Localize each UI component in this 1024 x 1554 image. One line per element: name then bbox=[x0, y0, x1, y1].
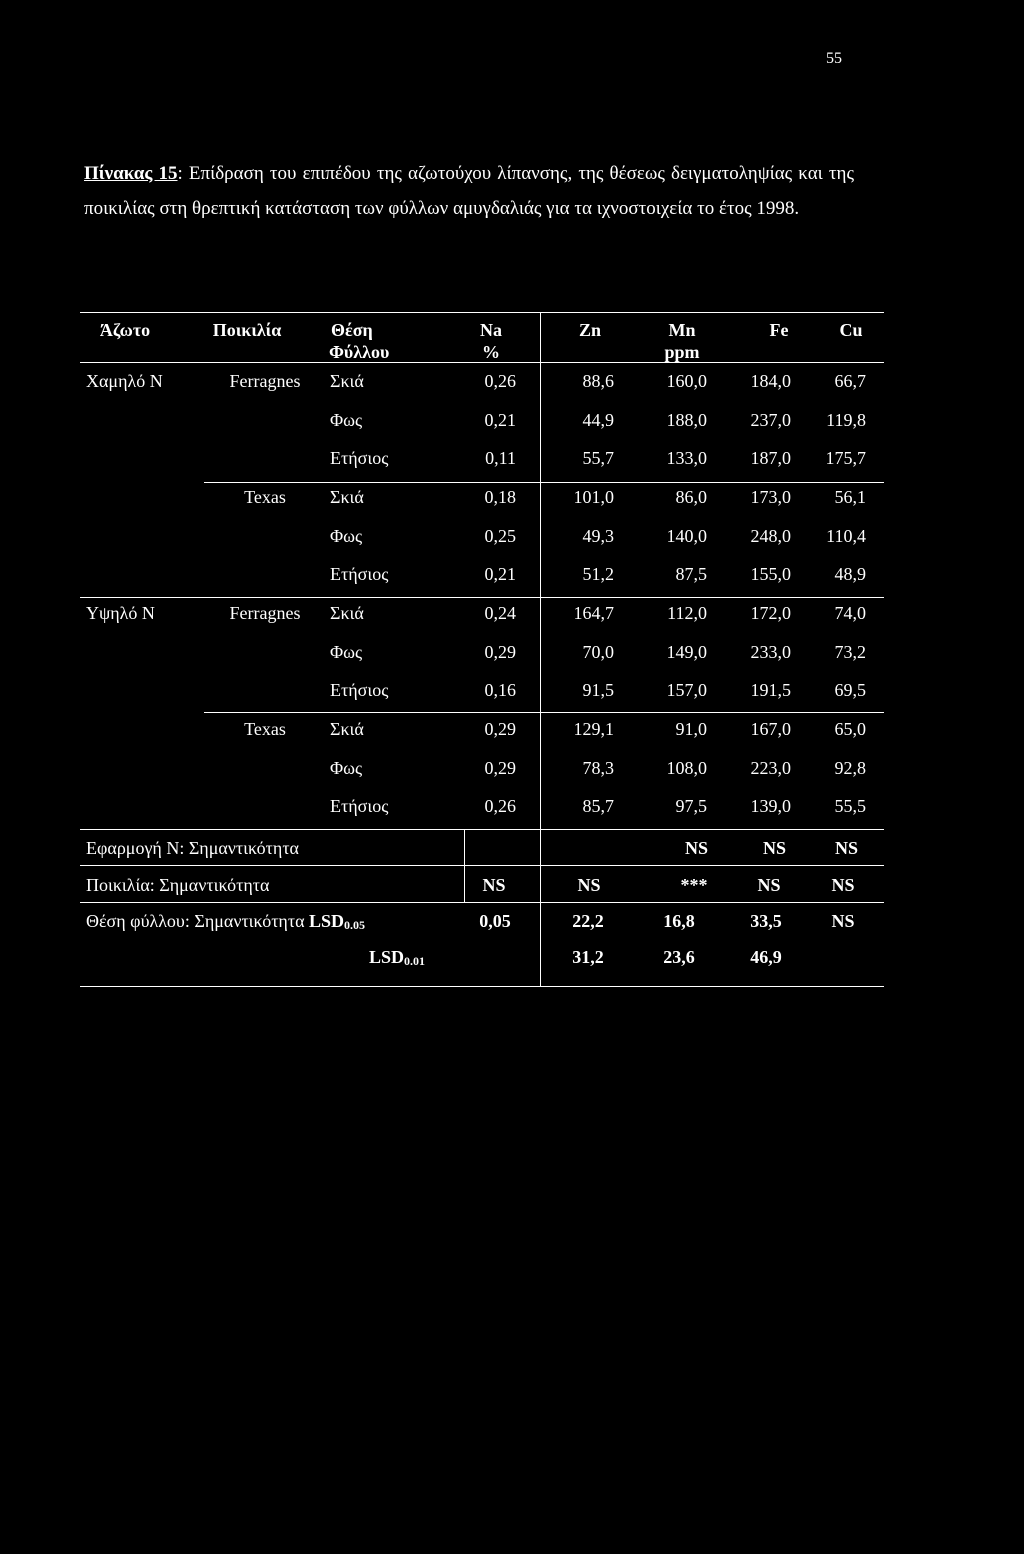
table-cell-mn: 157,0 bbox=[666, 680, 707, 700]
table-cell-zn: 85,7 bbox=[582, 796, 614, 816]
header-nitrogen: Άζωτο bbox=[99, 320, 151, 340]
table-cell-mn: 149,0 bbox=[666, 642, 707, 662]
stat-leaf-position-na: 0,05 bbox=[479, 911, 511, 931]
table-cell-variety: Texas bbox=[244, 719, 286, 739]
page-number: 55 bbox=[826, 50, 842, 67]
stat-n-application-label: Εφαρμογή Ν: Σημαντικότητα bbox=[86, 838, 299, 858]
table-bottom-rule bbox=[80, 986, 884, 987]
table-cell-mn: 108,0 bbox=[666, 758, 707, 778]
table-cell-mn: 87,5 bbox=[675, 564, 707, 584]
table-cell-position: Φως bbox=[330, 526, 363, 546]
table-cell-fe: 155,0 bbox=[750, 564, 791, 584]
table-cell-na: 0,11 bbox=[485, 448, 516, 468]
table-cell-zn: 44,9 bbox=[582, 410, 614, 430]
table-cell-na: 0,16 bbox=[484, 680, 516, 700]
table-cell-mn: 86,0 bbox=[675, 487, 707, 507]
stat-leaf-position-zn: 22,2 bbox=[572, 911, 604, 931]
column-divider-2 bbox=[464, 829, 465, 902]
stats-top-rule bbox=[80, 829, 884, 830]
data-table bbox=[80, 312, 884, 988]
table-cell-position: Ετήσιος bbox=[330, 680, 389, 700]
texas-high-rule bbox=[204, 712, 884, 713]
table-cell-na: 0,29 bbox=[484, 642, 516, 662]
table-cell-variety: Texas bbox=[244, 487, 286, 507]
caption-label: Πίνακας 15 bbox=[84, 163, 178, 184]
table-cell-cu: 66,7 bbox=[834, 371, 866, 391]
header-position-1: Θέση bbox=[331, 320, 373, 340]
table-cell-zn: 129,1 bbox=[573, 719, 614, 739]
caption-text: : Επίδραση του επιπέδου της αζωτούχου λίπανσης, της θέσεως δειγματοληψίας και της ποικιλίας στη θρεπτική κατάσταση των φύλλων αμυγδαλιάς για τα ιχνοστοιχεία το έτος 1998. bbox=[84, 163, 854, 219]
column-divider-1 bbox=[540, 312, 541, 986]
stats-rule-2 bbox=[80, 865, 884, 866]
table-cell-position: Φως bbox=[330, 642, 363, 662]
table-cell-cu: 56,1 bbox=[834, 487, 866, 507]
table-cell-fe: 237,0 bbox=[750, 410, 791, 430]
table-cell-zn: 88,6 bbox=[582, 371, 614, 391]
header-variety: Ποικιλία bbox=[212, 320, 282, 340]
table-cell-cu: 92,8 bbox=[834, 758, 866, 778]
table-cell-mn: 140,0 bbox=[666, 526, 707, 546]
table-cell-na: 0,24 bbox=[484, 603, 516, 623]
stat-variety-mn: *** bbox=[680, 875, 708, 895]
stat-variety-na: NS bbox=[482, 875, 506, 895]
table-cell-fe: 167,0 bbox=[750, 719, 791, 739]
table-cell-position: Σκιά bbox=[330, 487, 364, 507]
stat-leaf-position-label bbox=[86, 910, 365, 936]
stat-variety-label: Ποικιλία: Σημαντικότητα bbox=[86, 875, 270, 895]
table-cell-nitrogen: Χαμηλό Ν bbox=[86, 371, 163, 391]
table-cell-na: 0,25 bbox=[484, 526, 516, 546]
table-cell-cu: 175,7 bbox=[825, 448, 866, 468]
stat-leaf-position-fe: 33,5 bbox=[750, 911, 782, 931]
table-cell-na: 0,21 bbox=[484, 564, 516, 584]
table-cell-cu: 110,4 bbox=[826, 526, 866, 546]
stat-lsd-001-zn: 31,2 bbox=[572, 947, 604, 967]
stat-lsd-001-lsd: LSD bbox=[369, 947, 405, 967]
table-cell-fe: 184,0 bbox=[750, 371, 791, 391]
header-zn: Zn bbox=[578, 320, 602, 340]
table-cell-mn: 133,0 bbox=[666, 448, 707, 468]
table-cell-zn: 49,3 bbox=[582, 526, 614, 546]
table-cell-cu: 55,5 bbox=[834, 796, 866, 816]
table-cell-mn: 112,0 bbox=[667, 603, 707, 623]
table-cell-na: 0,29 bbox=[484, 719, 516, 739]
table-cell-zn: 164,7 bbox=[573, 603, 614, 623]
table-cell-cu: 69,5 bbox=[834, 680, 866, 700]
table-cell-fe: 139,0 bbox=[750, 796, 791, 816]
table-cell-na: 0,18 bbox=[484, 487, 516, 507]
table-cell-position: Φως bbox=[330, 410, 363, 430]
table-cell-position: Ετήσιος bbox=[330, 448, 389, 468]
stat-leaf-position-lsd-sub: 0.05 bbox=[344, 918, 366, 932]
stat-leaf-position-text: Θέση φύλλου: Σημαντικότητα bbox=[86, 911, 305, 931]
table-cell-mn: 97,5 bbox=[675, 796, 707, 816]
stats-rule-3 bbox=[80, 902, 884, 903]
table-cell-fe: 173,0 bbox=[750, 487, 791, 507]
table-cell-position: Φως bbox=[330, 758, 363, 778]
stat-lsd-001-fe: 46,9 bbox=[750, 947, 782, 967]
table-cell-mn: 91,0 bbox=[675, 719, 707, 739]
texas-low-rule bbox=[204, 482, 884, 483]
table-cell-fe: 191,5 bbox=[750, 680, 791, 700]
table-cell-position: Ετήσιος bbox=[330, 796, 389, 816]
table-cell-na: 0,29 bbox=[484, 758, 516, 778]
table-cell-cu: 73,2 bbox=[834, 642, 866, 662]
table-cell-zn: 55,7 bbox=[582, 448, 614, 468]
table-cell-na: 0,26 bbox=[484, 371, 516, 391]
stat-variety-fe: NS bbox=[757, 875, 781, 895]
table-cell-fe: 172,0 bbox=[750, 603, 791, 623]
table-cell-cu: 65,0 bbox=[834, 719, 866, 739]
table-cell-fe: 248,0 bbox=[750, 526, 791, 546]
table-cell-fe: 233,0 bbox=[750, 642, 791, 662]
high-n-rule bbox=[80, 597, 884, 598]
table-cell-nitrogen: Υψηλό Ν bbox=[86, 603, 155, 623]
table-cell-zn: 101,0 bbox=[573, 487, 614, 507]
header-position-2: Φύλλου bbox=[329, 342, 390, 362]
header-na-unit: % bbox=[482, 342, 500, 362]
table-cell-position: Ετήσιος bbox=[330, 564, 389, 584]
table-cell-zn: 91,5 bbox=[582, 680, 614, 700]
stat-n-application-fe: NS bbox=[762, 838, 786, 858]
stat-lsd-001-label bbox=[369, 946, 425, 972]
table-cell-na: 0,26 bbox=[484, 796, 516, 816]
stat-n-application-mn: NS bbox=[684, 838, 708, 858]
table-cell-zn: 78,3 bbox=[582, 758, 614, 778]
table-cell-position: Σκιά bbox=[330, 719, 364, 739]
stat-leaf-position-lsd: LSD bbox=[309, 911, 345, 931]
table-cell-zn: 51,2 bbox=[582, 564, 614, 584]
header-mn: Mn bbox=[668, 320, 696, 340]
stat-leaf-position-cu: NS bbox=[831, 911, 855, 931]
table-cell-zn: 70,0 bbox=[582, 642, 614, 662]
stat-leaf-position-mn: 16,8 bbox=[663, 911, 695, 931]
stat-lsd-001-sub: 0.01 bbox=[404, 954, 426, 968]
header-na: Na bbox=[480, 320, 502, 340]
table-cell-cu: 48,9 bbox=[834, 564, 866, 584]
table-cell-cu: 74,0 bbox=[834, 603, 866, 623]
header-fe: Fe bbox=[769, 320, 789, 340]
table-cell-na: 0,21 bbox=[484, 410, 516, 430]
stat-variety-zn: NS bbox=[577, 875, 601, 895]
table-cell-position: Σκιά bbox=[330, 371, 364, 391]
table-caption bbox=[84, 156, 854, 226]
stat-variety-cu: NS bbox=[831, 875, 855, 895]
stat-n-application-cu: NS bbox=[834, 838, 858, 858]
table-cell-position: Σκιά bbox=[330, 603, 364, 623]
stat-lsd-001-mn: 23,6 bbox=[663, 947, 695, 967]
table-cell-variety: Ferragnes bbox=[229, 603, 301, 623]
header-ppm: ppm bbox=[664, 342, 700, 362]
table-cell-mn: 188,0 bbox=[666, 410, 707, 430]
header-cu: Cu bbox=[839, 320, 863, 340]
table-top-rule bbox=[80, 312, 884, 313]
table-cell-fe: 187,0 bbox=[750, 448, 791, 468]
table-cell-cu: 119,8 bbox=[826, 410, 866, 430]
table-cell-mn: 160,0 bbox=[666, 371, 707, 391]
table-cell-variety: Ferragnes bbox=[229, 371, 301, 391]
table-cell-fe: 223,0 bbox=[750, 758, 791, 778]
